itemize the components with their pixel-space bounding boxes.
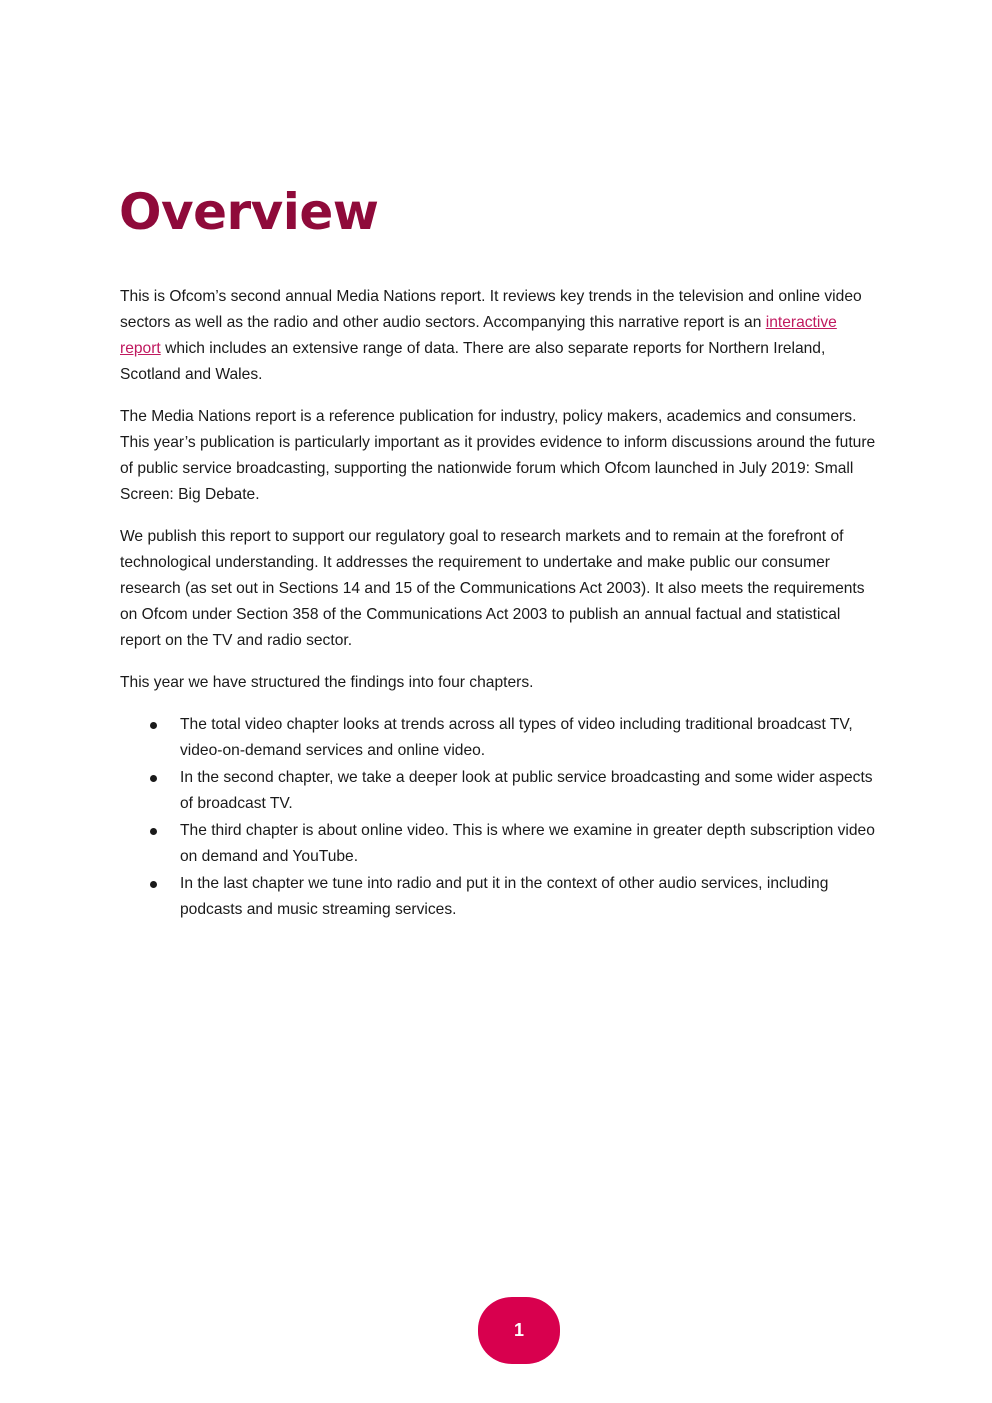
list-item-text: In the last chapter we tune into radio and put it in the context of other audio services, including podcasts and music streaming services.	[180, 875, 829, 918]
list-item-text: The third chapter is about online video. This is where we examine in greater depth subscription video on demand and YouTube.	[180, 822, 875, 865]
page-title: Overview	[119, 183, 379, 241]
list-item-text: The total video chapter looks at trends across all types of video including traditional broadcast TV, video-on-demand services and online video.	[180, 716, 853, 759]
list-item-text: In the second chapter, we take a deeper look at public service broadcasting and some wider aspects of broadcast TV.	[180, 769, 873, 812]
interactive-report-link[interactable]: interactive report	[120, 314, 837, 357]
paragraph-intro-end: which includes an extensive range of data. There are also separate reports for Northern Ireland, Scotland and Wales.	[120, 340, 826, 383]
paragraph-reference: The Media Nations report is a reference publication for industry, policy makers, academics and consumers. This year’s publication is particularly important as it provides evidence to inform discussions around the future of public service broadcasting, supporting the nationwide forum which Ofcom launched in July 2019: Small Screen: Big Debate.	[120, 408, 876, 503]
paragraph-intro	[120, 284, 880, 388]
list-item	[120, 765, 880, 817]
page-number-badge	[478, 1297, 560, 1364]
paragraph-regulatory: We publish this report to support our regulatory goal to research markets and to remain at the forefront of technological understanding. It addresses the requirement to undertake and make public our consumer research (as set out in Sections 14 and 15 of the Communications Act 2003). It also meets the requirements on Ofcom under Section 358 of the Communications Act 2003 to publish an annual factual and statistical report on the TV and radio sector.	[120, 528, 865, 649]
paragraph-chapters-intro: This year we have structured the findings into four chapters.	[120, 674, 534, 691]
bullet-icon	[150, 722, 157, 729]
list-item	[120, 712, 880, 764]
body-content	[120, 284, 880, 924]
bullet-icon	[150, 828, 157, 835]
list-item	[120, 871, 880, 923]
bullet-icon	[150, 881, 157, 888]
chapter-list	[120, 712, 880, 923]
bullet-icon	[150, 775, 157, 782]
list-item	[120, 818, 880, 870]
page-number: 1	[513, 1320, 524, 1340]
paragraph-intro-start: This is Ofcom’s second annual Media Nations report. It reviews key trends in the television and online video sectors as well as the radio and other audio sectors. Accompanying this narrative report is an	[120, 288, 862, 331]
